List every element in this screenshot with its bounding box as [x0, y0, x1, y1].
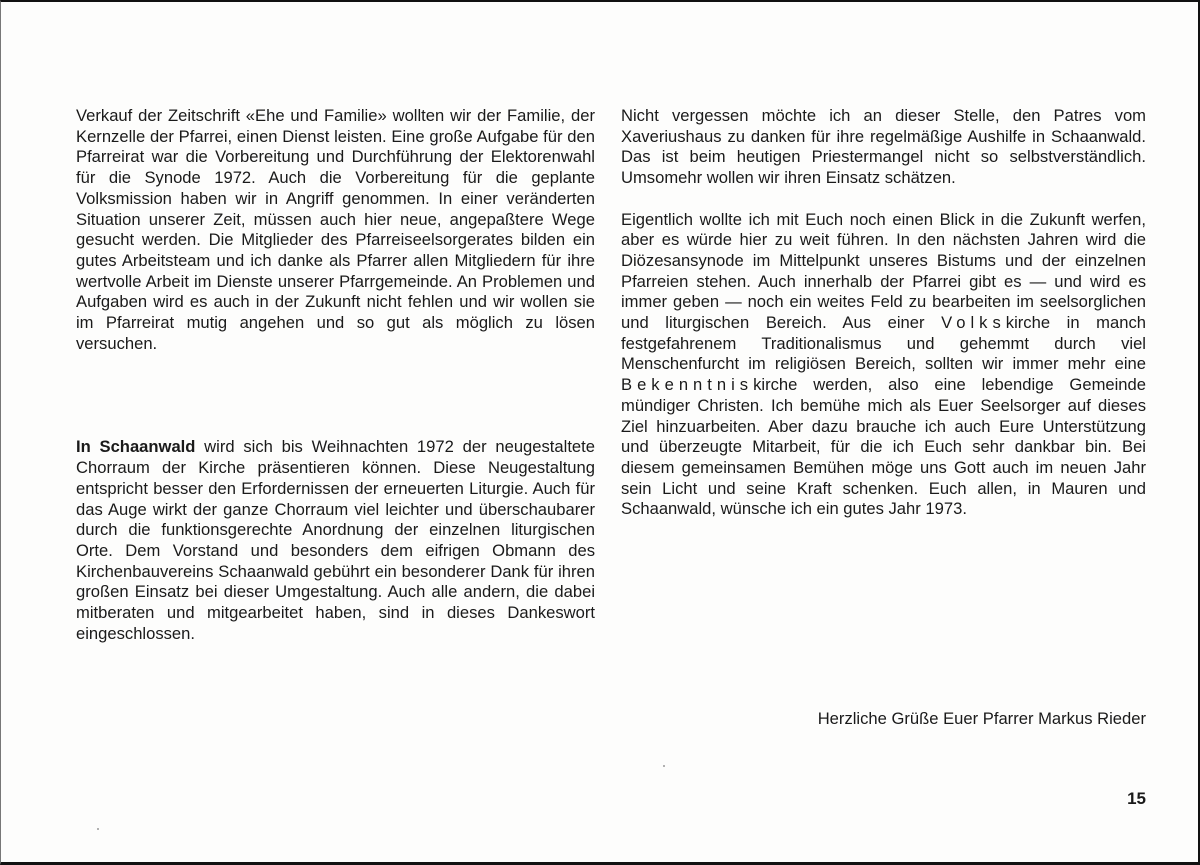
page-number: 15 [1127, 789, 1146, 808]
right-paragraph-2-part-2: kirche in manch festgefahrenem Traditionalismus und gehemmt durch viel Menschenfurcht im religiösen Bereich, sollten wir immer mehr eine [621, 313, 1146, 374]
schaanwald-heading: In Schaanwald [76, 437, 196, 457]
right-paragraph-2-part-1: Eigentlich wollte ich mit Euch noch einen Blick in die Zukunft werfen, aber es würde hier zu weit führen. In den nächsten Jahren wird die Diözesansynode im Mittelpunkt unseres Bistums und der einzelnen Pfarreien stehen. Auch innerhalb der Pfarrei gibt es — und wird es immer geben — noch ein weites Feld zu bearbeiten im seelsorglichen und liturgischen Bereich. Aus einer [621, 209, 1146, 333]
paragraph-spacer [621, 189, 1146, 210]
left-paragraph-1: Verkauf der Zeitschrift «Ehe und Familie» wollten wir der Familie, der Kernzelle der Pfarrei, einen Dienst leisten. Eine große Aufgabe für den Pfarreirat war die Vorbereitung und Durchführung der Elektorenwahl für die Synode 1972. Auch die Vorbereitung für die geplante Volksmission haben wir in Angriff genommen. In einer veränderten Situation unserer Zeit, müssen auch hier neue, angepaßtere Wege gesucht werden. Die Mitglieder des Pfarreiseelsorgerates bilden ein gutes Arbeitsteam und ich danke als Pfarrer allen Mitgliedern für ihre wertvolle Arbeit im Dienste unserer Pfarrgemeinde. An Problemen und Aufgaben wird es auch in der Zukunft nicht fehlen und wir wollen sie im Pfarreirat mutig angehen und so gut als möglich zu lösen versuchen. [76, 106, 595, 353]
scan-speck [663, 765, 665, 767]
right-column [621, 106, 1146, 520]
left-column [76, 106, 595, 644]
right-paragraph-2-part-3: kirche werden, also eine lebendige Gemeinde mündiger Christen. Ich bemühe mich als Euer Seelsorger auf dieses Ziel hinzuarbeiten. Aber dazu brauche ich auch Eure Unterstützung und überzeugte Mitarbeit, für die ich Euch sehr dankbar bin. Bei diesem gemeinsamen Bemühen möge uns Gott auch im neuen Jahr sein Licht und seine Kraft schenken. Euch allen, in Mauren und Schaanwald, wünsche ich ein gutes Jahr 1973. [621, 375, 1146, 519]
signature: Herzliche Grüße Euer Pfarrer Markus Rieder [817, 709, 1146, 728]
spaced-word-bekenntnis: Bekenntnis [621, 375, 754, 395]
scan-speck [97, 828, 99, 830]
paragraph-spacer [76, 354, 595, 437]
right-paragraph-2 [621, 210, 1146, 521]
right-paragraph-1: Nicht vergessen möchte ich an dieser Stelle, den Patres vom Xaveriushaus zu danken für ihre regelmäßige Aushilfe in Schaanwald. Das ist beim heutigen Priestermangel nicht so selbstverständlich. Umsomehr wollen wir ihren Einsatz schätzen. [621, 106, 1146, 188]
left-paragraph-2 [76, 437, 595, 644]
left-paragraph-2-text: wird sich bis Weihnachten 1972 der neugestaltete Chorraum der Kirche präsentieren können. Diese Neugestaltung entspricht besser den Erfordernissen der erneuerten Liturgie. Auch für das Auge wirkt der ganze Chorraum viel leichter und überschaubarer durch die funktionsgerechte Anordnung der einzelnen liturgischen Orte. Dem Vorstand und besonders dem eifrigen Obmann des Kirchenbauvereins Schaanwald gebührt ein besonderer Dank für ihren großen Einsatz bei dieser Umgestaltung. Auch alle andern, die dabei mitberaten und mitgearbeitet haben, sind in dieses Dankeswort eingeschlossen. [76, 437, 596, 643]
spaced-word-volks: Volks [941, 313, 1006, 333]
